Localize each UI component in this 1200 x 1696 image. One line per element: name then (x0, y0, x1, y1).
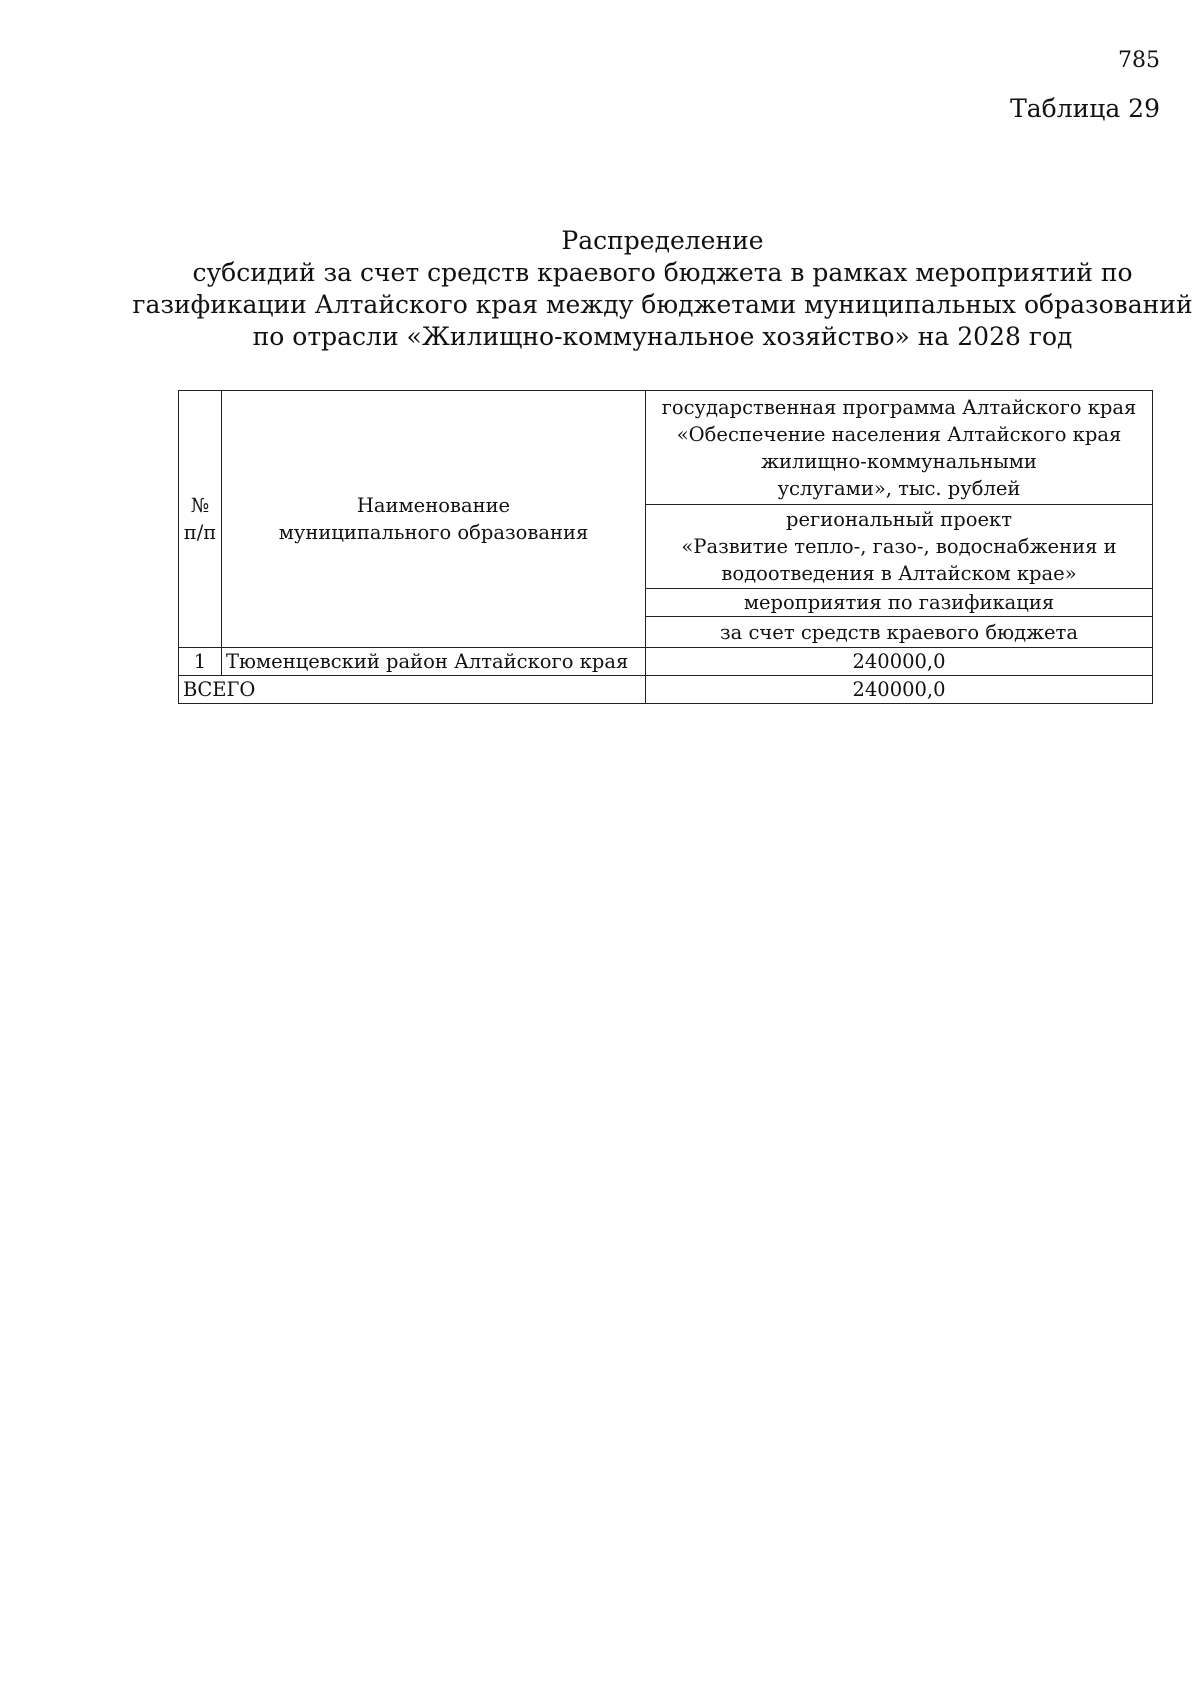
title-line-1: Распределение (561, 226, 764, 255)
header-number-symbol: № (190, 494, 210, 517)
header-program-line-1: государственная программа Алтайского края (661, 395, 1137, 419)
header-name-line-1: Наименование (356, 494, 511, 517)
distribution-table (178, 390, 1153, 704)
header-project-line-2: «Развитие тепло-, газо-, водоснабжения и (681, 535, 1117, 558)
header-project-cell (646, 505, 1153, 589)
header-number-cell (179, 391, 222, 648)
total-label: ВСЕГО (179, 676, 646, 704)
title-line-4: по отрасли «Жилищно-коммунальное хозяйство» на 2028 год (252, 322, 1073, 351)
row-number: 1 (179, 648, 222, 676)
header-program-line-4: услугами», тыс. рублей (777, 476, 1021, 500)
header-project-line-1: региональный проект (785, 508, 1013, 531)
page-number: 785 (1118, 48, 1160, 73)
table-label: Таблица 29 (1010, 94, 1160, 123)
header-name-line-2: муниципального образования (278, 521, 589, 544)
header-name-cell (222, 391, 646, 648)
title-line-2: субсидий за счет средств краевого бюджета в рамках мероприятий по (192, 258, 1133, 287)
header-program-line-3: жилищно-коммунальными (761, 449, 1037, 473)
header-program-line-2: «Обеспечение населения Алтайского края (676, 422, 1122, 446)
title-line-3: газификации Алтайского края между бюджетами муниципальных образований (132, 290, 1193, 319)
row-municipality-name: Тюменцевский район Алтайского края (222, 648, 646, 676)
row-value: 240000,0 (646, 648, 1153, 676)
document-title (110, 225, 1200, 353)
header-program-cell (646, 391, 1153, 505)
table-row (179, 648, 1153, 676)
header-number-abbr: п/п (183, 521, 217, 544)
header-project-line-3: водоотведения в Алтайском крае» (721, 562, 1077, 585)
header-measure-cell: мероприятия по газификация (646, 589, 1153, 617)
header-source-cell: за счет средств краевого бюджета (646, 617, 1153, 648)
total-row (179, 676, 1153, 704)
total-value: 240000,0 (646, 676, 1153, 704)
header-row-program (179, 391, 1153, 505)
